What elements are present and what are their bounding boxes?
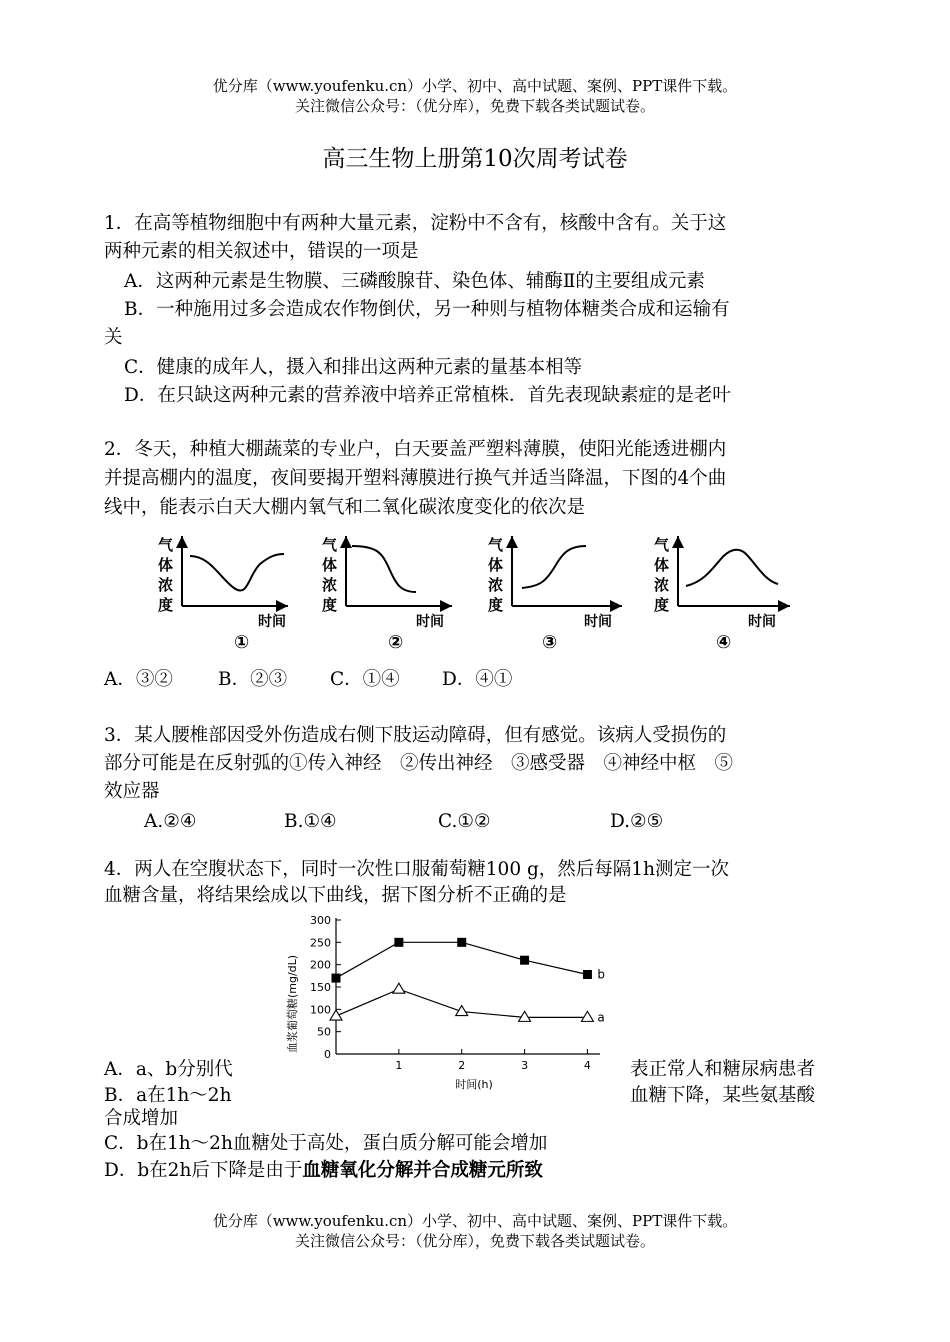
graph-1-ylabel-2: 体 (158, 556, 174, 574)
graph-1-ylabel-1: 气 (158, 536, 174, 554)
series-line-b (336, 942, 587, 978)
q3-option-a: A.②④ (144, 811, 197, 832)
q1-option-b-line-1: B．一种施用过多会造成农作物倒伏，另一种则与植物体糖类合成和运输有 (124, 299, 730, 320)
q4-option-b-left: B．a在1h～2h (104, 1085, 232, 1106)
graph-1 (158, 536, 288, 653)
q1-option-b-line-2: 关 (104, 327, 123, 348)
graph-4-xlabel: 时间 (748, 614, 776, 630)
page-title: 高三生物上册第10次周考试卷 (322, 146, 628, 172)
curve-1 (190, 554, 284, 591)
y-tick-label: 150 (310, 981, 331, 994)
q4-option-a-right: 表正常人和糖尿病患者 (630, 1059, 816, 1080)
graph-3 (488, 536, 622, 653)
q4-option-b-line-2: 合成增加 (104, 1108, 179, 1129)
graph-1-label: ① (234, 632, 250, 653)
q2-stem-line-1: 2．冬天，种植大棚蔬菜的专业户，白天要盖严塑料薄膜，使阳光能透进棚内 (104, 439, 727, 460)
series-label-b: b (597, 967, 606, 982)
graph-3-xlabel: 时间 (584, 614, 612, 630)
x-tick-label: 2 (458, 1059, 466, 1072)
blood-glucose-chart (280, 912, 630, 1092)
graph-2-ylabel-2: 体 (322, 556, 338, 574)
graph-1-ylabel-4: 度 (158, 596, 174, 614)
series-label-a: a (597, 1010, 605, 1025)
curve-3 (522, 546, 586, 588)
x-tick-label: 3 (521, 1059, 529, 1072)
header-line-1: 优分库（www.youfenku.cn）小学、初中、高中试题、案例、PPT课件下载。 (212, 77, 738, 95)
q2-option-c: C．①④ (330, 669, 400, 690)
q4-stem-line-1: 4．两人在空腹状态下，同时一次性口服葡萄糖100 g，然后每隔1h测定一次 (104, 859, 729, 880)
q3-stem-line-2: 部分可能是在反射弧的①传入神经 ②传出神经 ③感受器 ④神经中枢 ⑤ (104, 753, 734, 774)
point-b (583, 970, 592, 979)
y-tick-label: 50 (317, 1025, 331, 1039)
q4-option-d-plain: D．b在2h后下降是由于 (104, 1160, 303, 1181)
point-a (393, 983, 405, 993)
graph-3-label: ③ (542, 632, 558, 653)
point-a (330, 1010, 342, 1020)
q3-option-d: D.②⑤ (610, 811, 664, 832)
q1-option-c: C．健康的成年人，摄入和排出这两种元素的量基本相等 (124, 357, 583, 378)
point-b (332, 974, 341, 983)
y-tick-label: 300 (310, 914, 331, 927)
graph-4 (654, 536, 790, 653)
q2-stem-line-2: 并提高棚内的温度，夜间要揭开塑料薄膜进行换气并适当降温，下图的4个曲 (104, 468, 727, 489)
q1-option-d: D．在只缺这两种元素的营养液中培养正常植株．首先表现缺素症的是老叶 (124, 385, 731, 406)
q1-stem-line-1: 1．在高等植物细胞中有两种大量元素，淀粉中不含有，核酸中含有。关于这 (104, 213, 727, 234)
graph-2-label: ② (388, 632, 404, 653)
graph-3-ylabel-1: 气 (488, 536, 504, 554)
point-a (519, 1011, 531, 1021)
q3-stem-line-1: 3．某人腰椎部因受外伤造成右侧下肢运动障碍，但有感觉。该病人受损伤的 (104, 725, 727, 746)
curve-4 (686, 550, 778, 586)
graph-2-xlabel: 时间 (416, 614, 444, 630)
point-a (581, 1011, 593, 1021)
graph-3-ylabel-4: 度 (488, 596, 504, 614)
graph-2 (322, 536, 452, 653)
q4-option-c: C．b在1h～2h血糖处于高处，蛋白质分解可能会增加 (104, 1133, 548, 1154)
header-line-2: 关注微信公众号：（优分库），免费下载各类试题试卷。 (294, 97, 655, 115)
point-b (457, 938, 466, 947)
x-tick-label: 1 (395, 1059, 403, 1072)
y-tick-label: 0 (324, 1048, 331, 1061)
y-tick-label: 250 (310, 936, 331, 950)
graph-4-ylabel-2: 体 (654, 556, 670, 574)
q2-curve-figures (150, 530, 810, 658)
q2-option-b: B．②③ (218, 669, 288, 690)
q2-option-a: A．③② (104, 669, 173, 690)
point-b (520, 956, 529, 965)
q4-option-d-bold: 血糖氧化分解并合成糖元所致 (302, 1160, 543, 1181)
q2-option-d: D．④① (442, 669, 513, 690)
graph-3-ylabel-3: 浓 (488, 576, 504, 594)
graph-2-ylabel-4: 度 (322, 596, 338, 614)
graph-4-ylabel-1: 气 (654, 536, 670, 554)
q4-option-d (104, 1157, 543, 1185)
graph-4-ylabel-4: 度 (654, 596, 670, 614)
point-b (394, 938, 403, 947)
chart-ylabel: 血浆葡萄糖(mg/dL) (286, 954, 299, 1054)
curve-2 (352, 546, 416, 592)
q4-stem-line-2: 血糖含量，将结果绘成以下曲线，据下图分析不正确的是 (104, 885, 567, 906)
graph-1-xlabel: 时间 (258, 614, 286, 630)
q3-option-c: C.①② (438, 811, 491, 832)
y-tick-label: 100 (310, 1003, 331, 1017)
q1-option-a: A．这两种元素是生物膜、三磷酸腺苷、染色体、辅酶Ⅱ的主要组成元素 (124, 271, 705, 292)
graph-2-ylabel-3: 浓 (322, 576, 338, 594)
graph-2-ylabel-1: 气 (322, 536, 338, 554)
q4-option-a-left: A．a、b分别代 (104, 1059, 233, 1080)
x-tick-label: 4 (583, 1059, 591, 1072)
chart-xlabel: 时间(h) (455, 1078, 493, 1091)
y-tick-label: 200 (310, 958, 331, 972)
q3-stem-line-3: 效应器 (104, 781, 160, 802)
footer-line-1: 优分库（www.youfenku.cn）小学、初中、高中试题、案例、PPT课件下载。 (212, 1212, 738, 1230)
graph-4-label: ④ (716, 632, 732, 653)
graph-1-ylabel-3: 浓 (158, 576, 174, 594)
graph-4-ylabel-3: 浓 (654, 576, 670, 594)
q1-stem-line-2: 两种元素的相关叙述中，错误的一项是 (104, 241, 419, 262)
q3-option-b: B.①④ (284, 811, 337, 832)
q2-stem-line-3: 线中，能表示白天大棚内氧气和二氧化碳浓度变化的依次是 (104, 497, 586, 518)
footer-line-2: 关注微信公众号：（优分库），免费下载各类试题试卷。 (294, 1232, 655, 1250)
graph-3-ylabel-2: 体 (488, 556, 504, 574)
q4-option-b-right: 血糖下降，某些氨基酸 (630, 1085, 816, 1106)
